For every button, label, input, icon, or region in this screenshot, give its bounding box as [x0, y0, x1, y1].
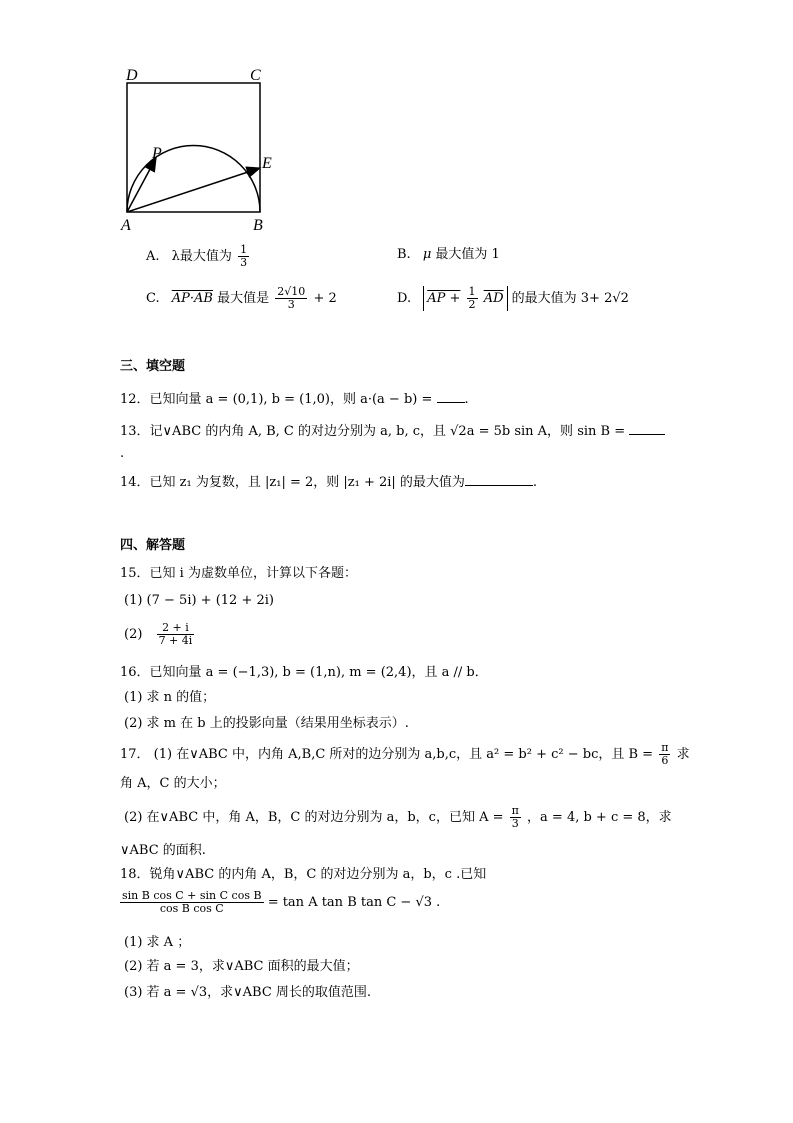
q13-dot: .	[120, 446, 125, 461]
q12-text: 12．已知向量 a = (0,1), b = (1,0)，则 a·(a − b) =	[120, 392, 437, 407]
option-c-expr: AP·AB	[171, 291, 213, 306]
q17-frac-1: $\frac{\pi}{6}$	[661, 741, 669, 767]
q13-blank	[629, 434, 665, 435]
label-d: D	[126, 67, 138, 84]
option-c	[146, 286, 337, 311]
option-d-expr-a: AP +	[427, 291, 461, 306]
option-c-letter: C.	[146, 291, 160, 306]
question-13	[120, 423, 665, 441]
semicircle-arc	[127, 146, 260, 213]
q17-line-1: 17． (1) 在∨ABC 中，内角 A,B,C 所对的边分别为 a,b,c，且 a² = b² + c² − bc，且 B = $\frac{\pi}{6}$ 求	[120, 741, 690, 767]
option-d-letter: D.	[397, 291, 412, 306]
q14-blank	[465, 485, 533, 486]
q18-part-1: (1) 求 A ；	[124, 935, 191, 950]
option-c-fraction: $\frac{2√10}{3}$	[277, 285, 306, 311]
q14-text: 14．已知 z₁ 为复数，且 |z₁| = 2，则 |z₁ + 2i| 的最大值为	[120, 475, 465, 490]
q17-line-2: 角 A，C 的大小；	[120, 776, 226, 791]
option-b-mu: μ	[422, 247, 432, 262]
q15-part-1: (1) (7 − 5i) + (12 + 2i)	[124, 593, 274, 608]
section-4-title: 四、解答题	[120, 538, 186, 553]
option-d-text: 的最大值为 3+ 2√2	[511, 291, 629, 306]
geometry-figure	[110, 60, 310, 240]
option-a-text: λ最大值为	[171, 249, 232, 264]
q18-stem: 18．锐角∨ABC 的内角 A，B，C 的对边分别为 a，b，c .已知	[120, 867, 487, 882]
option-b-letter: B.	[397, 247, 411, 262]
q18-part-3: (3) 若 a = √3，求∨ABC 周长的取值范围.	[124, 985, 372, 1000]
option-d-fraction: $\frac{1}{2}$	[468, 285, 476, 311]
option-a-letter: A.	[146, 249, 160, 264]
q12-blank	[437, 402, 465, 403]
option-b-text: 最大值为 1	[435, 247, 500, 262]
q18-rhs: = tan A tan B tan C − √3 .	[267, 895, 441, 910]
q18-formula	[120, 890, 440, 915]
option-a-fraction: $\frac{1}{3}$	[240, 243, 248, 269]
q16-part-2: (2) 求 m 在 b 上的投影向量（结果用坐标表示）.	[124, 716, 409, 731]
option-d-expr-b: $\overline{AD}$	[483, 291, 504, 306]
q17-frac-2: $\frac{\pi}{3}$	[511, 804, 519, 830]
label-e: E	[262, 155, 272, 172]
question-14: 14．已知 z₁ 为复数，且 |z₁| = 2，则 |z₁ + 2i| 的最大值为 .	[120, 475, 538, 490]
q15-part-2: (2) $\frac{2 + i}{7 + 4i}$	[124, 621, 193, 647]
option-b	[397, 246, 500, 264]
option-c-tail: + 2	[313, 291, 337, 306]
question-12: 12．已知向量 a = (0,1), b = (1,0)，则 a·(a − b) = .	[120, 392, 469, 407]
section-3-title: 三、填空题	[120, 359, 186, 374]
q18-part-2: (2) 若 a = 3，求∨ABC 面积的最大值；	[124, 959, 359, 974]
q15-fraction: $\frac{2 + i}{7 + 4i}$	[158, 621, 193, 647]
q13-text: 13．记∨ABC 的内角 A, B, C 的对边分别为 a, b, c，且 √2a = 5b sin A，则 sin B =	[120, 424, 630, 439]
label-b: B	[253, 217, 263, 234]
label-a: A	[121, 217, 131, 234]
square-abcd	[127, 83, 260, 212]
option-d	[397, 286, 629, 311]
label-p: P	[152, 145, 162, 162]
q18-fraction: $\frac{\text{sin B cos C + sin C cos B}}{\text{cos B cos C}}$	[122, 889, 262, 915]
q15-stem: 15．已知 i 为虚数单位，计算以下各题：	[120, 566, 357, 581]
q16-stem: 16．已知向量 a = (−1,3), b = (1,n), m = (2,4)，且 a // b．	[120, 665, 488, 680]
option-a	[146, 244, 251, 269]
option-c-text: 最大值是	[217, 291, 270, 306]
q16-part-1: (1) 求 n 的值；	[124, 690, 216, 705]
q17-line-4: ∨ABC 的面积.	[120, 843, 206, 858]
q17-line-3: (2) 在∨ABC 中，角 A，B，C 的对边分别为 a，b，c，已知 A = $\frac{\pi}{3}$ ，a = 4, b + c = 8，求	[124, 804, 672, 830]
label-c: C	[250, 67, 261, 84]
